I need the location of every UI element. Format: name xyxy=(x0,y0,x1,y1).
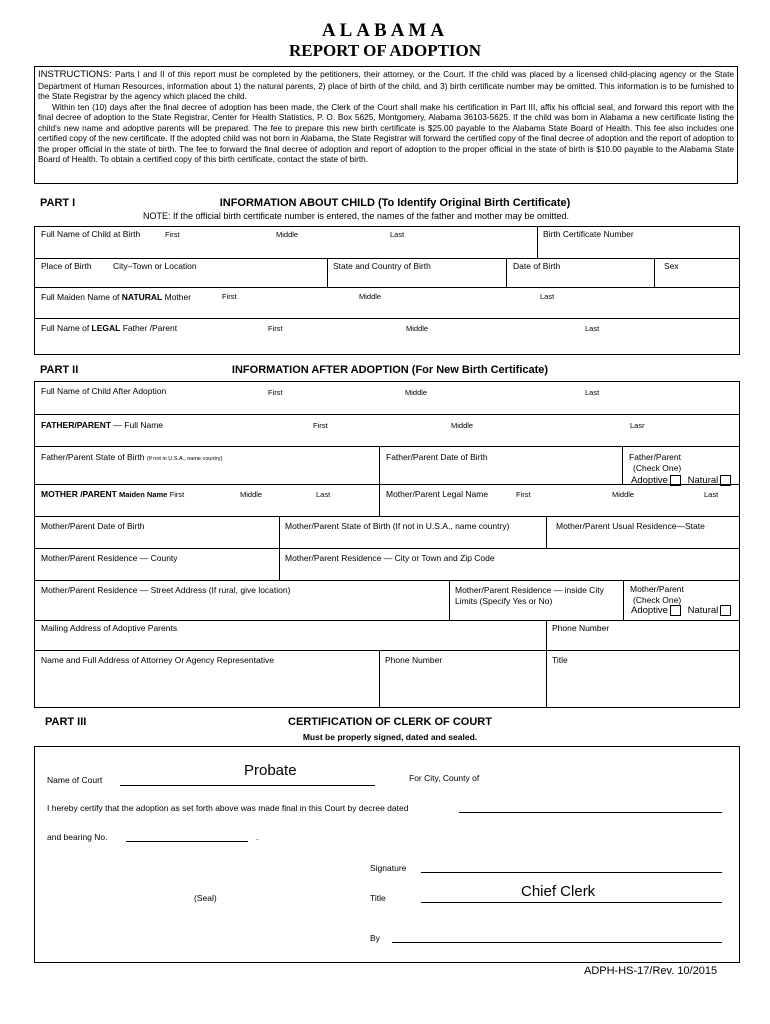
place-of-birth-field[interactable]: Place of Birth xyxy=(41,261,92,271)
father-state-of-birth-field[interactable]: Father/Parent State of Birth (If not in U.S.A., name country) xyxy=(41,452,223,462)
fp-first-label: First xyxy=(313,421,328,430)
part3-heading: CERTIFICATION OF CLERK OF COURT xyxy=(288,716,492,728)
part1-heading: INFORMATION ABOUT CHILD (To Identify Original Birth Certificate) xyxy=(219,197,571,209)
mother-legal-name-field[interactable]: Mother/Parent Legal Name xyxy=(386,489,489,499)
father-adoptive-checkbox[interactable] xyxy=(670,475,681,486)
signature-line[interactable] xyxy=(421,872,722,873)
father-type-options: Adoptive Natural xyxy=(631,475,731,486)
form-title: REPORT OF ADOPTION xyxy=(288,41,482,60)
natural-mother-name-field[interactable]: Full Maiden Name of NATURAL Mother xyxy=(41,292,192,302)
father-first-label: First xyxy=(268,324,283,333)
date-of-birth-field[interactable]: Date of Birth xyxy=(513,261,561,271)
father-parent-label: Father/Parent xyxy=(629,452,681,462)
father-parent-name-field[interactable]: FATHER/PARENT — Full Name xyxy=(41,420,164,430)
mother-check-one-label: (Check One) xyxy=(633,595,682,605)
birth-certificate-number-field[interactable]: Birth Certificate Number xyxy=(543,229,634,239)
mother-natural-checkbox[interactable] xyxy=(720,605,731,616)
state-title: ALABAMA xyxy=(321,20,449,41)
mother-adoptive-checkbox[interactable] xyxy=(670,605,681,616)
instructions-text-1: Parts I and II of this report must be completed by the petitioners, their attorney, or the Court. If the child was placed by a licensed child-placing agency or the State Department of Human Resources, information about 1) the natural parents, 2) place of birth of the child, and 3) birth certificate number may be omitted. This information is to be furnished to the State Registrar by the agency which placed the child. xyxy=(38,69,734,101)
bearing-number-label: and bearing No. xyxy=(47,832,108,842)
for-city-county-label: For City, County of xyxy=(409,773,480,783)
ml-middle-label: Middle xyxy=(612,490,635,499)
inside-city-limits-field[interactable]: Mother/Parent Residence — inside City Limits (Specify Yes or No) xyxy=(455,585,604,606)
mother-state-of-birth-field[interactable]: Mother/Parent State of Birth (If not in U.S.A., name country) xyxy=(285,521,510,531)
after-last-label: Last xyxy=(585,388,600,397)
mp-middle-label: Middle xyxy=(240,490,263,499)
part1-note: NOTE: If the official birth certificate number is entered, the names of the father and mother may be omitted. xyxy=(143,211,570,221)
bearing-number-line[interactable] xyxy=(126,841,248,842)
father-dob-field[interactable]: Father/Parent Date of Birth xyxy=(386,452,488,462)
mother-usual-residence-field[interactable]: Mother/Parent Usual Residence—State xyxy=(556,521,705,531)
title-value[interactable]: Chief Clerk xyxy=(521,883,596,900)
attorney-title-field[interactable]: Title xyxy=(552,655,568,665)
part3-label: PART III xyxy=(45,716,87,728)
legal-father-name-field[interactable]: Full Name of LEGAL Father /Parent xyxy=(41,323,178,333)
child-first-label: First xyxy=(165,230,180,239)
mother-county-field[interactable]: Mother/Parent Residence — County xyxy=(41,553,178,563)
mp-last-label: Last xyxy=(316,490,331,499)
attorney-phone-field[interactable]: Phone Number xyxy=(385,655,443,665)
father-last-label: Last xyxy=(585,324,600,333)
by-label: By xyxy=(370,933,380,943)
mother-dob-field[interactable]: Mother/Parent Date of Birth xyxy=(41,521,145,531)
mother-type-options: Adoptive Natural xyxy=(631,605,731,616)
child-birth-name-field[interactable]: Full Name of Child at Birth xyxy=(41,229,141,239)
bearing-period: . xyxy=(256,832,259,842)
mother-last-label: Last xyxy=(540,292,555,301)
mother-city-zip-field[interactable]: Mother/Parent Residence — City or Town and Zip Code xyxy=(285,553,495,563)
ml-first-label: First xyxy=(516,490,531,499)
city-town-label: City–Town or Location xyxy=(113,261,197,271)
child-after-adoption-name-field[interactable]: Full Name of Child After Adoption xyxy=(41,386,167,396)
court-name-label: Name of Court xyxy=(47,775,103,785)
fp-middle-label: Middle xyxy=(451,421,474,430)
mother-street-address-field[interactable]: Mother/Parent Residence — Street Address (If rural, give location) xyxy=(41,585,291,595)
instructions-lead: INSTRUCTIONS: xyxy=(38,69,112,80)
mother-middle-label: Middle xyxy=(359,292,382,301)
child-middle-label: Middle xyxy=(276,230,299,239)
child-last-label: Last xyxy=(390,230,405,239)
sex-field[interactable]: Sex xyxy=(664,261,679,271)
ml-last-label: Last xyxy=(704,490,719,499)
after-middle-label: Middle xyxy=(405,388,428,397)
title-label: Title xyxy=(370,893,386,903)
attorney-address-field[interactable]: Name and Full Address of Attorney Or Agency Representative xyxy=(41,655,274,665)
certify-statement: I hereby certify that the adoption as set forth above was made final in this Court by decree dated xyxy=(47,803,409,813)
fp-last-label: Lasr xyxy=(630,421,645,430)
signature-label: Signature xyxy=(370,863,407,873)
form-number: ADPH-HS-17/Rev. 10/2015 xyxy=(584,965,718,977)
part2-heading: INFORMATION AFTER ADOPTION (For New Birth Certificate) xyxy=(231,364,549,376)
mother-first-label: First xyxy=(222,292,237,301)
instructions-p1 xyxy=(38,69,734,102)
mother-maiden-name-field[interactable]: MOTHER /PARENT Maiden Name First xyxy=(41,489,185,499)
decree-date-line[interactable] xyxy=(459,812,722,813)
after-first-label: First xyxy=(268,388,283,397)
father-natural-checkbox[interactable] xyxy=(720,475,731,486)
part1-box xyxy=(34,226,740,355)
mailing-address-field[interactable]: Mailing Address of Adoptive Parents xyxy=(41,623,178,633)
by-line[interactable] xyxy=(392,942,722,943)
father-check-one-label: (Check One) xyxy=(633,463,682,473)
part1-label: PART I xyxy=(40,197,76,209)
state-country-birth-field[interactable]: State and Country of Birth xyxy=(333,261,431,271)
court-name-value[interactable]: Probate xyxy=(244,762,297,779)
parents-phone-field[interactable]: Phone Number xyxy=(552,623,610,633)
seal-label: (Seal) xyxy=(194,893,217,903)
part3-subheading: Must be properly signed, dated and sealed. xyxy=(302,732,478,742)
instructions-p2: Within ten (10) days after the final decree of adoption has been made, the Clerk of the Court shall make his certification in Part III, affix his official seal, and forward this report with the final decree of adoption to the State Registrar, Center for Health Statistics, P. O. Box 5625, Montgomery, Alabama 36103-5625. If the child was born in Alabama a new certificate listing the child's new name and adoptive parents will be prepared. The fee to prepare this new birth certificate is $25.00 payable to the Alabama State Board of Health. This fee also includes one certified copy of the new certificate. If the adopted child was not born in Alabama, the State Registrar will forward the certified copy of the final decree of adoption and the report of adoption to the proper official in the state of birth. The fee to forward the final decree of adoption and report of adoption to the proper official in the state of birth is $10.00 payable to the Alabama State Board of Health. To obtain a certified copy of this birth certificate, contact the state of birth. xyxy=(38,101,734,164)
part2-label: PART II xyxy=(40,364,79,376)
instructions-box xyxy=(34,66,738,184)
father-middle-label: Middle xyxy=(406,324,429,333)
mother-parent-label: Mother/Parent xyxy=(630,584,684,594)
part3-box xyxy=(34,746,740,963)
